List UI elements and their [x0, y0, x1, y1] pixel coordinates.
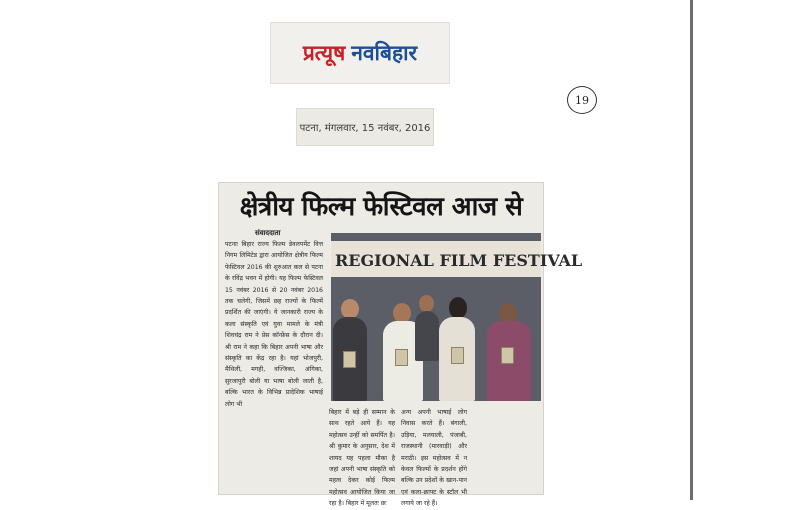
article-column-1: पटनाः बिहार राज्य फिल्म डेवलपमेंट वित्त निगम लिमिटेड द्वारा आयोजित क्षेत्रीय फिल्म फेस्टिवल 2016 की शुरुआत कल से पटना के रविंद्र भवन में होगी। यह फिल्म फेस्टिवल 15 नवंबर 2016 से 20 नवंबर 2016 तक चलेगी, जिसमें छह राज्यों के फिल्में प्रदर्शित की जाएंगी। ये जानकारी राज्य के कला संस्कृति एवं युवा मामले के मंत्री शिवचंद्र राम ने प्रेस कॉन्फ्रेंस के दौरान दी। श्री राम ने कहा कि बिहार अपनी भाषा और संस्कृति का केंद्र रहा है। यहां भोजपुरी, मैथिली, मगही, वज्जिका, अंगिका, सुरजापुरी बोली या भाषा बोली जाती है, बल्कि भारत के विभिन्न प्रादेशिक भाषाई लोग भी	[225, 241, 323, 408]
newspaper-masthead	[270, 22, 450, 84]
masthead-part-1: प्रत्यूष	[302, 41, 346, 65]
article-byline: संवाददाता	[255, 229, 281, 237]
page-edge-divider	[690, 0, 693, 500]
article-clipping	[218, 182, 583, 508]
article-column-2: बिहार में बड़े ही सम्मान के साथ रहते आये हैं। यह महोत्सव उन्हीं को समर्पित है। श्री कुमार के अनुसार, देश में शायद यह पहला मौका है जहां अपनी भाषा संस्कृति को महत्व देकर कोई फिल्म महोत्सव आयोजित किया जा रहा है। बिहार में मूलतः छः	[329, 409, 395, 508]
photo-banner	[331, 241, 583, 277]
photo-banner-text: REGIONAL FILM FESTIVAL	[335, 251, 583, 270]
masthead-part-2: नवबिहार	[351, 41, 418, 65]
handwritten-page-number: 19	[567, 86, 597, 114]
dateline: पटना, मंगलवार, 15 नवंबर, 2016	[296, 108, 434, 146]
event-photo	[331, 233, 583, 401]
article-headline: क्षेत्रीय फिल्म फेस्टिवल आज से	[239, 192, 523, 222]
article-column-3: अन्य अपनी भाषाई लोग निवास करते हैं। बंगाली, उड़िया, मलयाली, पंजाबी, राजस्थानी (मारवाड़ी) और मराठी। इस महोत्सव में न केवल फिल्मों के प्रदर्शन होंगे बल्कि उन प्रदेशों के खान-पान एवं कला-क्राफ्ट के स्टॉल भी लगाये जा रहे हैं।	[401, 409, 467, 508]
